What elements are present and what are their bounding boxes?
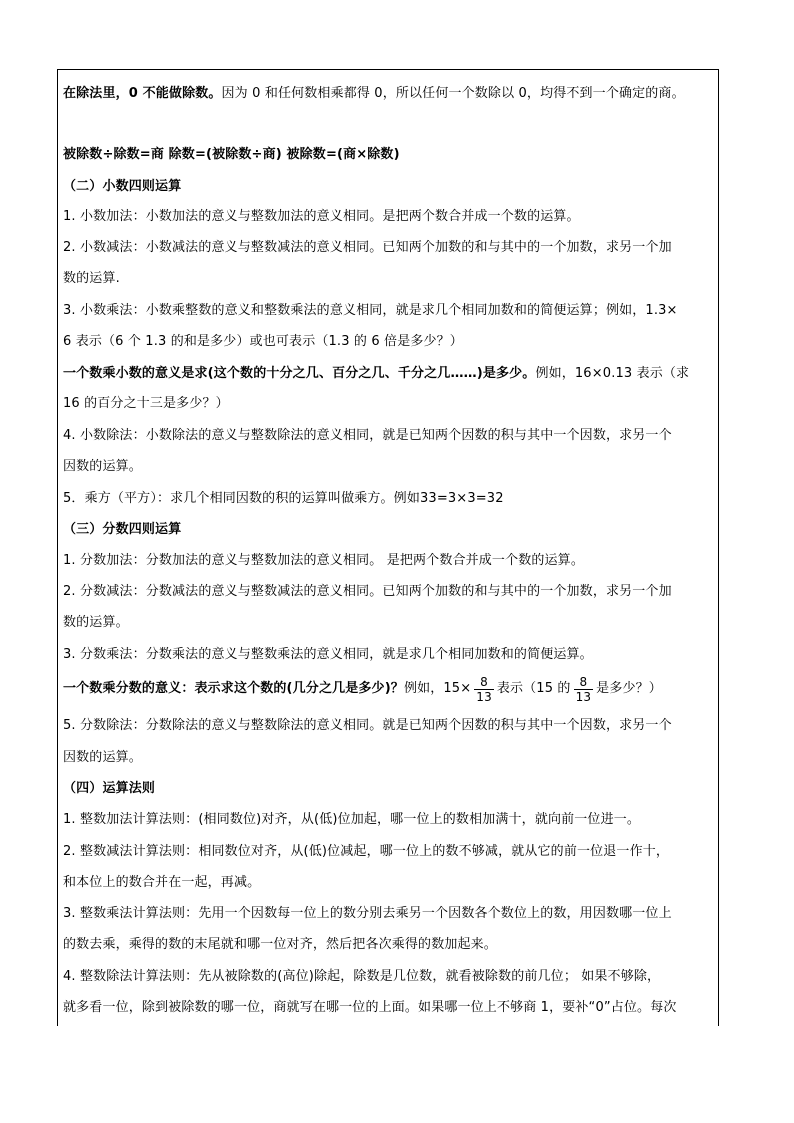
fraction-8-13: $\frac{8}{13}$ (476, 674, 492, 704)
decimal-division-cont: 因数的运算。 (63, 459, 142, 474)
division-formulas: 被除数÷除数=商 除数=(被除数÷商) 被除数=(商×除数) (63, 147, 400, 162)
decimal-multiplication-meaning-cont: 16 的百分之十三是多少？） (63, 396, 229, 411)
exponent-rule: 5．乘方（平方）：求几个相同因数的积的运算叫做乘方。例如33=3×3=32 (63, 491, 504, 506)
fraction-division-cont: 因数的运算。 (63, 750, 142, 765)
integer-division-rule-cont: 就多看一位，除到被除数的哪一位，商就写在哪一位的上面。如果哪一位上不够商 1，要补“0”占位。每次 (63, 1000, 677, 1015)
integer-multiplication-rule-cont: 的数去乘，乘得的数的末尾就和哪一位对齐，然后把各次乘得的数加起来。 (63, 937, 497, 952)
decimal-subtraction: 2. 小数减法：小数减法的意义与整数减法的意义相同。已知两个加数的和与其中的一个加数，求另一个加 (63, 240, 672, 255)
fraction-division: 5. 分数除法：分数除法的意义与整数除法的意义相同。就是已知两个因数的积与其中一个因数，求另一个 (63, 718, 672, 733)
decimal-multiplication-meaning: 一个数乘小数的意义是求(这个数的十分之几、百分之几、千分之几……)是多少。例如，16×0.13 表示（求 (63, 366, 690, 381)
fraction-subtraction: 2. 分数减法：分数减法的意义与整数减法的意义相同。已知两个加数的和与其中的一个加数，求另一个加 (63, 584, 672, 599)
fraction-8-13: $\frac{8}{13}$ (575, 674, 592, 704)
division-zero-rule: 在除法里，0 不能做除数。因为 0 和任何数相乘都得 0，所以任何一个数除以 0，均得不到一个确定的商。 (63, 86, 685, 101)
decimal-addition: 1. 小数加法：小数加法的意义与整数加法的意义相同。是把两个数合并成一个数的运算。 (63, 209, 580, 224)
section-heading-rules: （四）运算法则 (63, 781, 156, 796)
integer-division-rule: 4. 整数除法计算法则：先从被除数的(高位)除起，除数是几位数，就看被除数的前几位； 如果不够除， (63, 969, 661, 984)
integer-subtraction-rule: 2. 整数减法计算法则：相同数位对齐，从(低)位减起，哪一位上的数不够减，就从它的前一位退一作十， (63, 844, 670, 859)
fraction-addition: 1. 分数加法：分数加法的意义与整数加法的意义相同。 是把两个数合并成一个数的运算。 (63, 553, 584, 568)
integer-multiplication-rule: 3. 整数乘法计算法则：先用一个因数每一位上的数分别去乘另一个因数各个数位上的数，用因数哪一位上 (63, 906, 672, 921)
decimal-multiplication-cont: 6 表示（6 个 1.3 的和是多少）或也可表示（1.3 的 6 倍是多少？） (63, 334, 463, 349)
decimal-multiplication: 3. 小数乘法：小数乘整数的意义和整数乘法的意义相同，就是求几个相同加数和的简便运算；例如，1.3× (63, 303, 678, 318)
decimal-subtraction-cont: 数的运算. (63, 271, 120, 286)
integer-addition-rule: 1. 整数加法计算法则：(相同数位)对齐，从(低)位加起，哪一位上的数相加满十，就向前一位进一。 (63, 812, 641, 827)
section-heading-fractions: （三）分数四则运算 (63, 522, 182, 537)
fraction-multiplication: 3. 分数乘法：分数乘法的意义与整数乘法的意义相同，就是求几个相同加数和的简便运算。 (63, 647, 593, 662)
decimal-division: 4. 小数除法：小数除法的意义与整数除法的意义相同，就是已知两个因数的积与其中一个因数，求另一个 (63, 428, 672, 443)
section-heading-decimals: （二）小数四则运算 (63, 179, 182, 194)
fraction-multiplication-meaning: 一个数乘分数的意义：表示求这个数的(几分之几是多少)？ 例如，15× $\frac{8}{13}$ 表示（15 的 $\frac{8}{13}$ 是多少？） (63, 674, 662, 704)
integer-subtraction-rule-cont: 和本位上的数合并在一起，再减。 (63, 875, 261, 890)
fraction-subtraction-cont: 数的运算。 (63, 615, 129, 630)
